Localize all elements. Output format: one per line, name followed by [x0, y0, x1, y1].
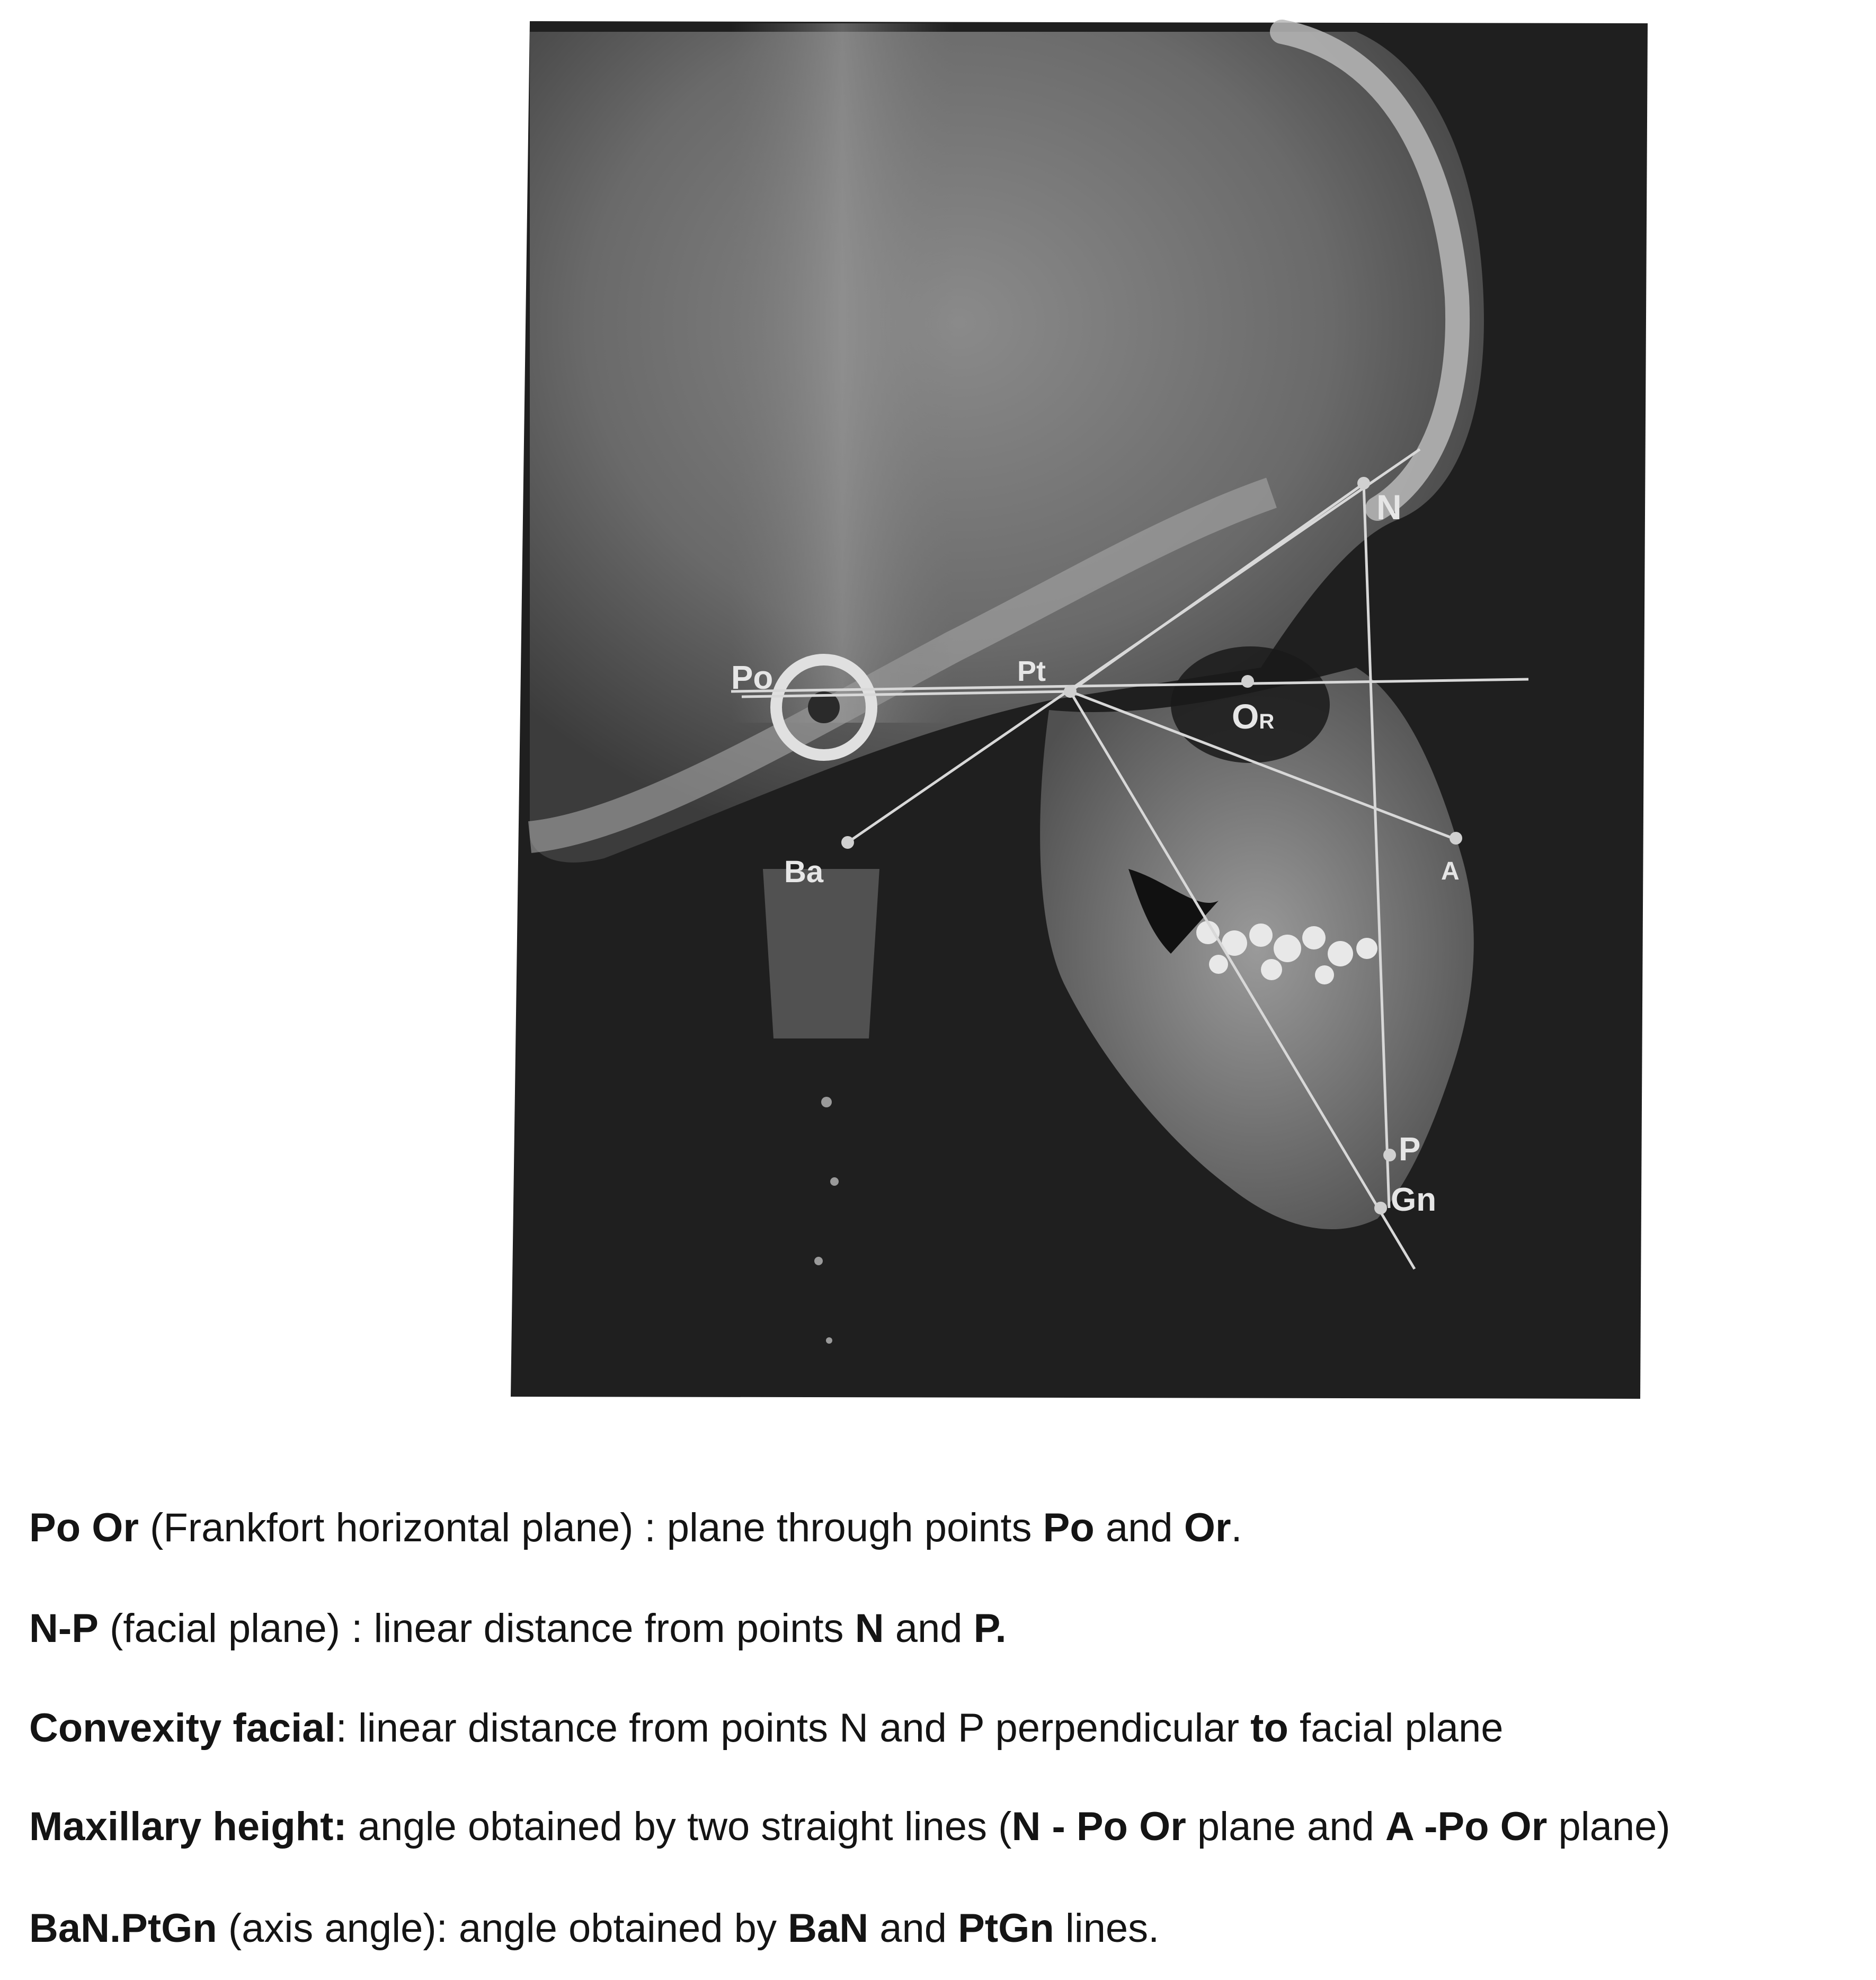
caption-run: plane and [1186, 1804, 1385, 1849]
pt-point [1064, 685, 1077, 698]
label-or-main: O [1232, 697, 1259, 736]
label-po: Po [731, 660, 773, 696]
label-ba: Ba [784, 855, 824, 889]
cervical-spine [763, 869, 879, 1038]
caption-run: N-P [29, 1606, 99, 1651]
caption-run: Convexity facial [29, 1706, 336, 1751]
caption-run: N - Po Or [1011, 1804, 1186, 1849]
label-n: N [1376, 487, 1402, 527]
or-point [1241, 675, 1254, 688]
caption-run: (facial plane) : linear distance from points [98, 1606, 855, 1651]
caption-run: . [1231, 1505, 1242, 1550]
label-a: A [1441, 857, 1460, 885]
label-or-sub: R [1259, 710, 1275, 733]
ba-point [841, 836, 854, 849]
caption-run: Po [1043, 1505, 1095, 1550]
n-point [1357, 477, 1370, 490]
caption-run: Po Or [29, 1505, 139, 1550]
caption-maxillary-height [29, 1804, 1670, 1850]
caption-facial-plane [29, 1605, 1007, 1652]
caption-run: A -Po Or [1385, 1804, 1548, 1849]
a-point [1450, 832, 1462, 845]
label-pt: Pt [1017, 655, 1046, 687]
caption-run: P. [973, 1606, 1007, 1651]
gn-point [1374, 1202, 1387, 1214]
caption-run: : linear distance from points N and P perpendicular [335, 1706, 1251, 1751]
caption-run: PtGn [958, 1906, 1054, 1951]
caption-run: lines. [1054, 1906, 1160, 1951]
radiograph-band [731, 23, 954, 723]
caption-run: (Frankfort horizontal plane) : plane through points [138, 1505, 1043, 1550]
caption-run: BaN [788, 1906, 869, 1951]
caption-run: and [868, 1906, 958, 1951]
caption-run: angle obtained by two straight lines ( [346, 1804, 1012, 1849]
caption-axis-angle [29, 1905, 1159, 1951]
caption-run: and [884, 1606, 974, 1651]
caption-frankfort [29, 1505, 1242, 1551]
caption-run: N [855, 1606, 884, 1651]
caption-run: to [1250, 1706, 1288, 1751]
p-point [1383, 1149, 1396, 1161]
label-gn: Gn [1391, 1182, 1437, 1218]
caption-run: plane) [1547, 1804, 1670, 1849]
caption-run: BaN.PtGn [29, 1906, 217, 1951]
caption-convexity [29, 1705, 1503, 1751]
caption-run: Or [1184, 1505, 1231, 1550]
caption-run: and [1094, 1505, 1184, 1550]
caption-run: facial plane [1288, 1706, 1504, 1751]
label-p: P [1399, 1131, 1421, 1168]
caption-run: Maxillary height: [29, 1804, 347, 1849]
caption-run: (axis angle): angle obtained by [217, 1906, 788, 1951]
